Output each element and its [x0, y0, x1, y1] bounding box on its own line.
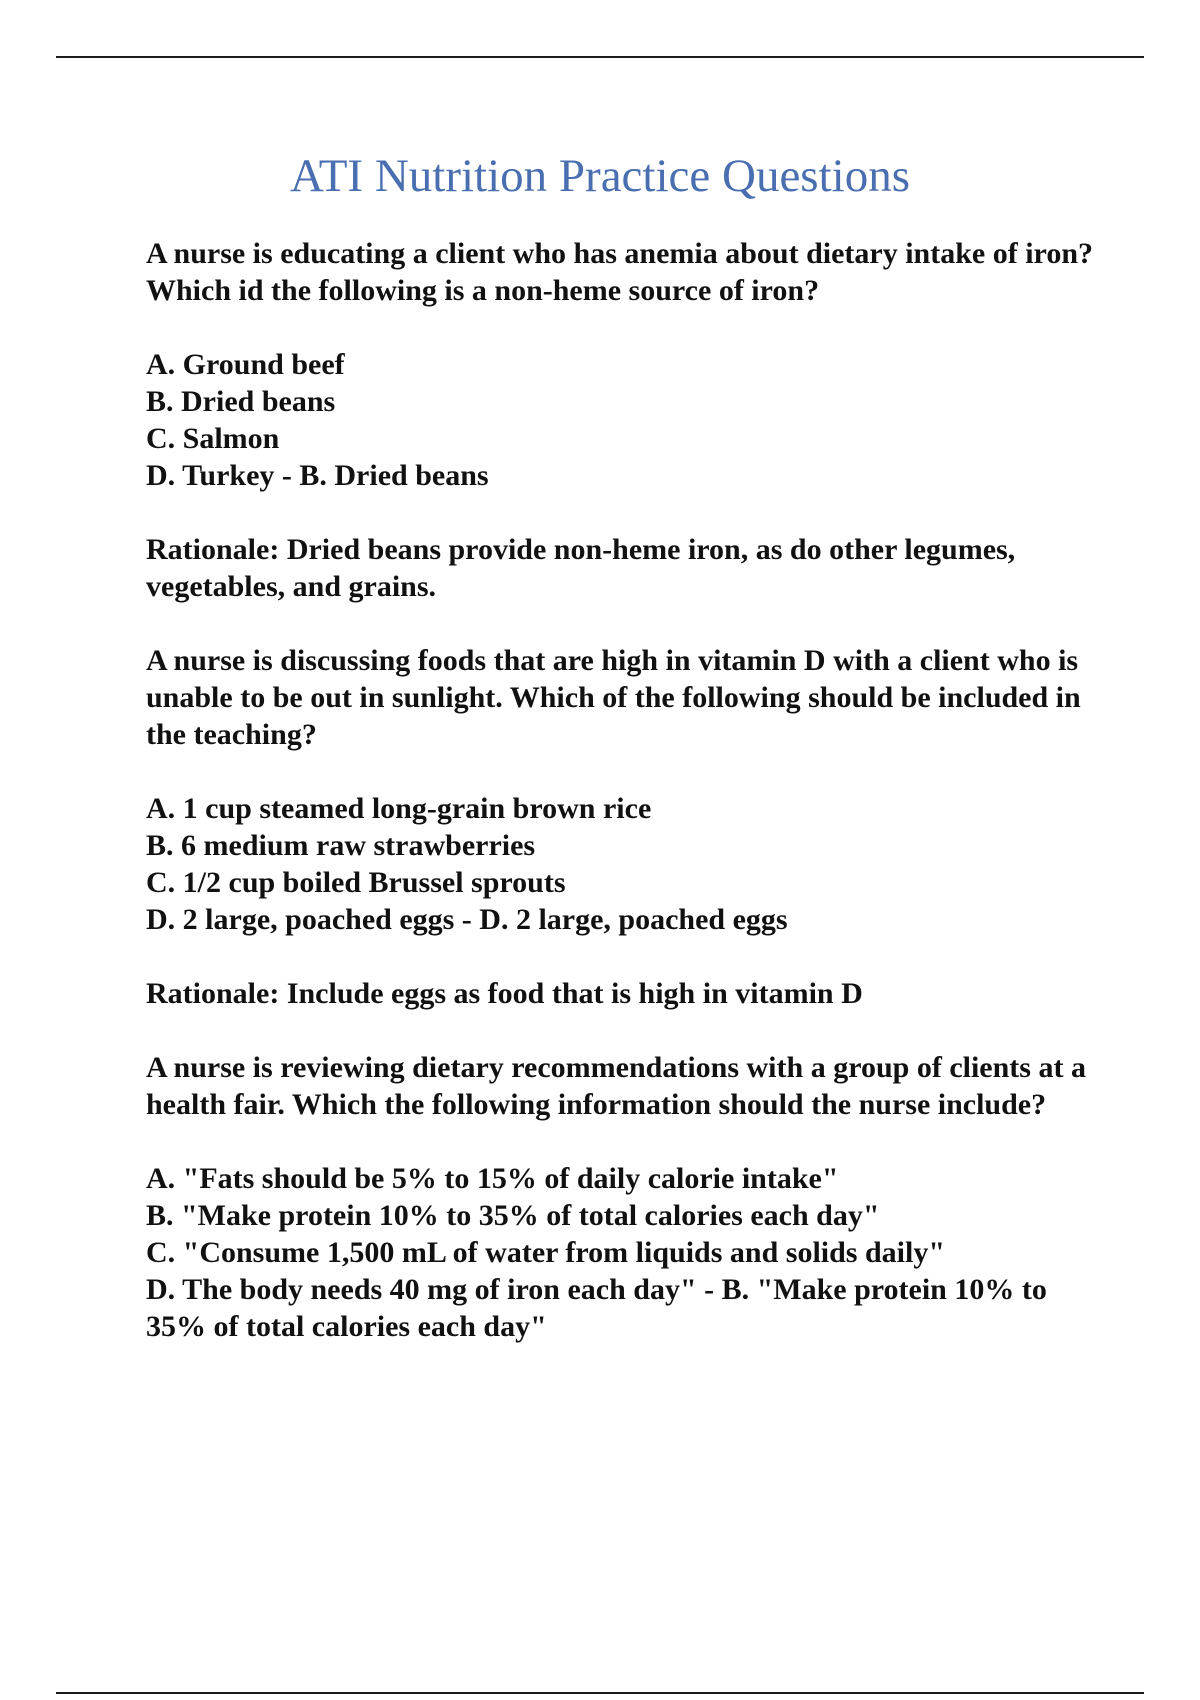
- header-rule: [56, 56, 1144, 58]
- document-body: [146, 235, 1096, 1382]
- option-d-answer: D. 2 large, poached eggs - D. 2 large, poached eggs: [146, 903, 788, 936]
- question-3-options: [146, 1160, 1096, 1345]
- question-3-text: A nurse is reviewing dietary recommendations with a group of clients at a health fair. Which the following information should the nurse include?: [146, 1051, 1086, 1121]
- question-1-text: A nurse is educating a client who has anemia about dietary intake of iron? Which id the following is a non-heme source of iron?: [146, 237, 1094, 307]
- option-d-answer: D. The body needs 40 mg of iron each day" - B. "Make protein 10% to 35% of total calories each day": [146, 1273, 1047, 1343]
- option-b: B. "Make protein 10% to 35% of total calories each day": [146, 1199, 880, 1232]
- question-2-text: A nurse is discussing foods that are high in vitamin D with a client who is unable to be out in sunlight. Which of the following should be included in the teaching?: [146, 644, 1081, 751]
- question-3: [146, 1049, 1096, 1123]
- question-2-rationale: [146, 975, 1096, 1012]
- option-b: B. 6 medium raw strawberries: [146, 829, 536, 862]
- option-a: A. Ground beef: [146, 348, 345, 381]
- rationale-text: Rationale: Include eggs as food that is high in vitamin D: [146, 977, 863, 1010]
- option-b: B. Dried beans: [146, 385, 336, 418]
- option-a: A. 1 cup steamed long-grain brown rice: [146, 792, 652, 825]
- question-2-options: [146, 790, 1096, 938]
- page-title: ATI Nutrition Practice Questions: [289, 150, 911, 202]
- rationale-text: Rationale: Dried beans provide non-heme iron, as do other legumes, vegetables, and grains.: [146, 533, 1016, 603]
- question-1-rationale: [146, 531, 1096, 605]
- option-c: C. "Consume 1,500 mL of water from liquids and solids daily": [146, 1236, 945, 1269]
- option-c: C. Salmon: [146, 422, 280, 455]
- question-1: [146, 235, 1096, 309]
- option-a: A. "Fats should be 5% to 15% of daily calorie intake": [146, 1162, 839, 1195]
- footer-rule: [56, 1692, 1144, 1694]
- question-1-options: [146, 346, 1096, 494]
- option-c: C. 1/2 cup boiled Brussel sprouts: [146, 866, 566, 899]
- option-d-answer: D. Turkey - B. Dried beans: [146, 459, 489, 492]
- question-2: [146, 642, 1096, 753]
